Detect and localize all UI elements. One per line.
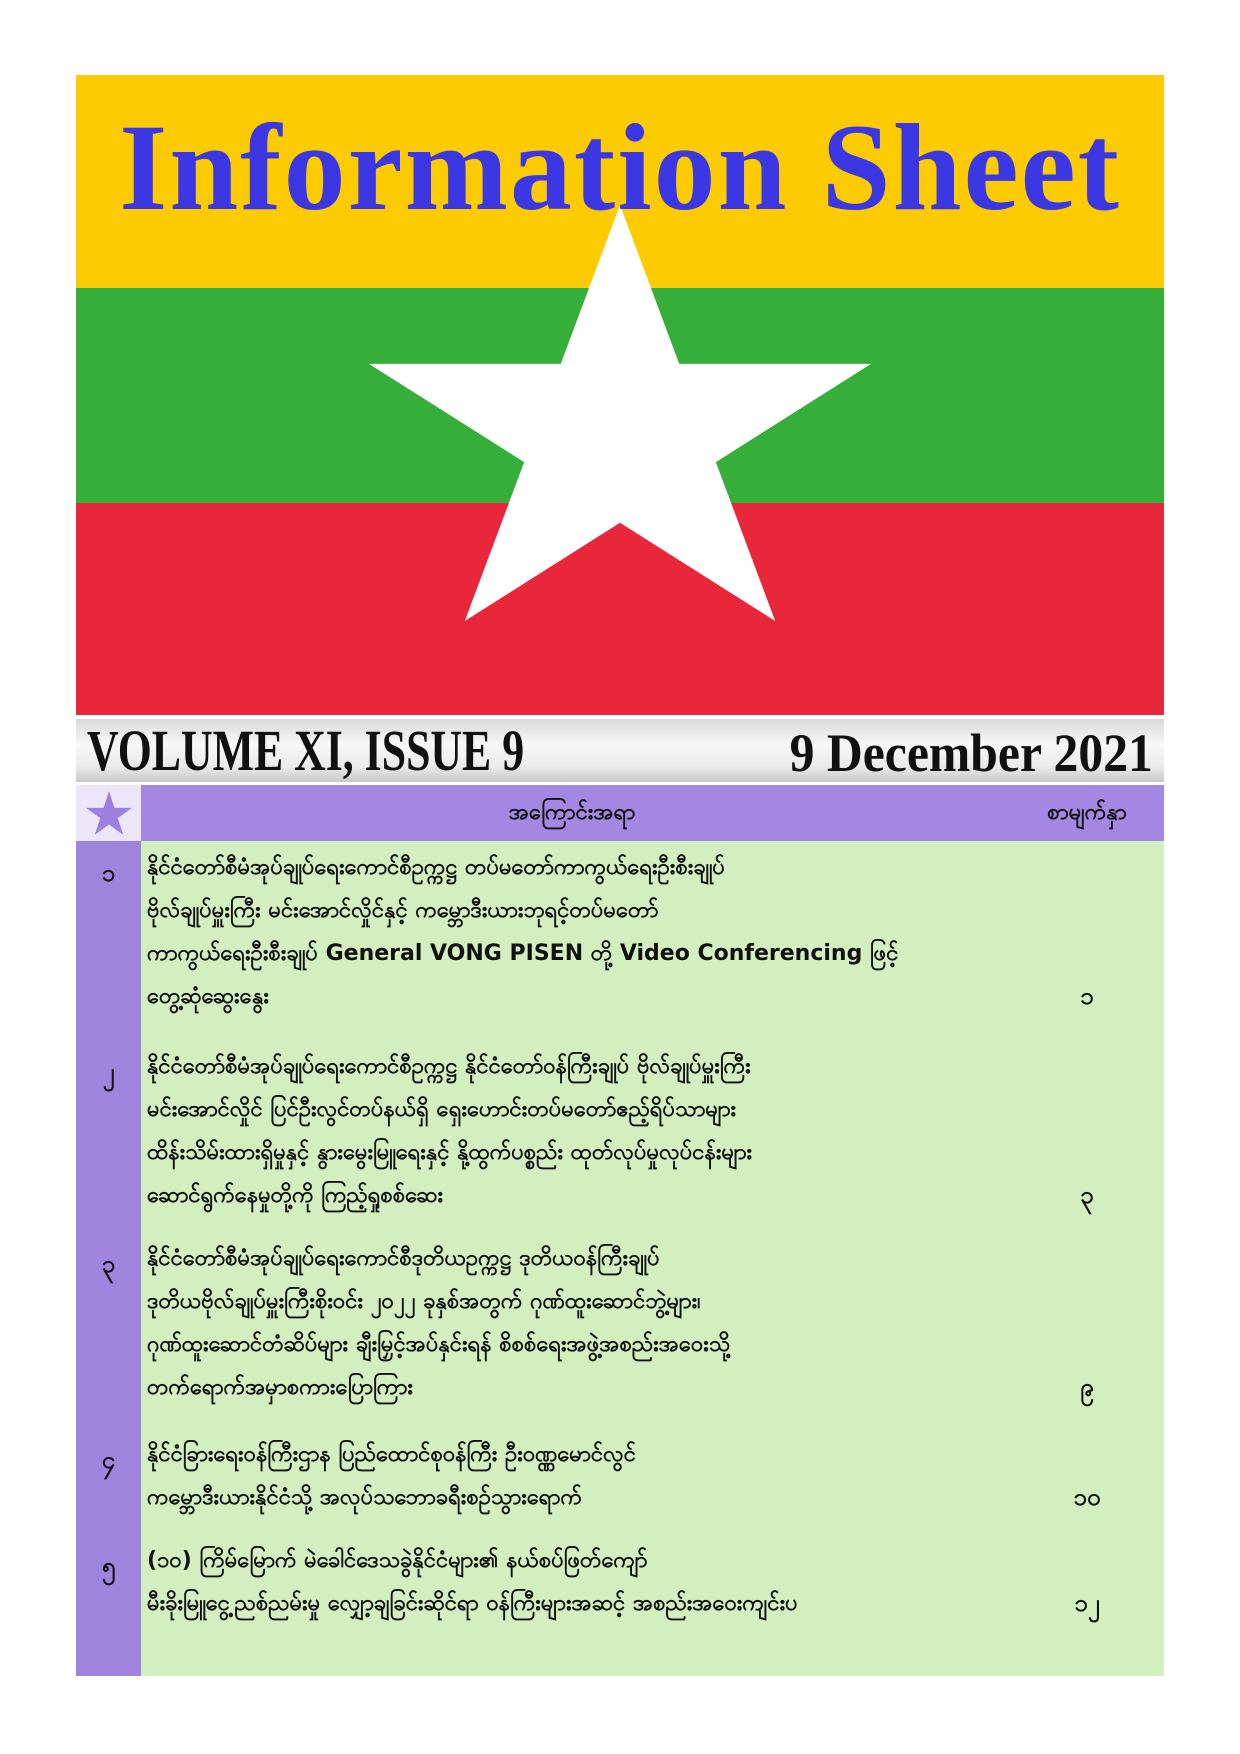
row-title: [147, 1045, 1027, 1217]
row-title-line: မင်းအောင်လှိုင် ပြင်ဦးလွင်တပ်နယ်ရှိ ရှေးဟောင်းတပ်မတော်ဧည့်ရိပ်သာများ: [147, 1097, 737, 1122]
row-title-line: ဂုဏ်ထူးဆောင်တံဆိပ်များ ချီးမြှင့်အပ်နှင်းရန် စိစစ်ရေးအဖွဲ့အစည်းအဝေးသို့: [147, 1332, 731, 1357]
star-icon: [86, 791, 132, 835]
row-page-number: ၁၀: [1073, 1483, 1101, 1511]
row-number: ၅: [101, 1552, 116, 1580]
toc-column-header-page: စာမျက်နှာ: [1047, 800, 1127, 825]
row-title-line: ကာကွယ်ရေးဦးစီးချုပ် General VONG PISEN တို့ Video Conferencing ဖြင့်: [147, 941, 899, 966]
issue-date: 9 December 2021: [789, 723, 1153, 782]
row-title-line: (၁၀) ကြိမ်မြောက် မဲခေါင်ဒေသခွဲနိုင်ငံများ၏ နယ်စပ်ဖြတ်ကျော်: [147, 1548, 648, 1573]
row-number: ၄: [101, 1446, 116, 1474]
row-title-line: တက်ရောက်အမှာစကားပြောကြား: [147, 1375, 413, 1400]
volume-issue-label: VOLUME XI, ISSUE 9: [87, 719, 525, 782]
toc-row: [76, 1539, 1164, 1625]
toc-row: [76, 1237, 1164, 1409]
row-title-line: နိုင်ငံတော်စီမံအုပ်ချုပ်ရေးကောင်စီဥက္ကဋ္ဌ တပ်မတော်ကာကွယ်ရေးဦးစီးချုပ်: [147, 855, 725, 880]
toc-header: [76, 785, 1164, 841]
row-title: [147, 1433, 1027, 1519]
toc-row: [76, 846, 1164, 1018]
row-page-number: ၃: [1080, 1181, 1094, 1209]
star-icon: [369, 205, 871, 621]
row-title-line: နိုင်ငံခြားရေးဝန်ကြီးဌာန ပြည်ထောင်စုဝန်ကြီး ဦးဝဏ္ဏမောင်လွင်: [147, 1442, 636, 1467]
row-number: ၃: [101, 1250, 116, 1278]
row-page-number: ၉: [1080, 1373, 1094, 1401]
toc-star-cell: [76, 785, 141, 841]
row-number: ၂: [102, 1058, 115, 1086]
row-title: [147, 846, 1027, 1018]
row-title: [147, 1539, 1027, 1625]
row-title-line: တွေ့ဆုံဆွေးနွေး: [147, 984, 269, 1009]
page-title: Information Sheet: [119, 99, 1121, 236]
row-title-line: မီးခိုးမြူငွေ့ညစ်ညမ်းမှု လျှော့ချခြင်းဆိုင်ရာ ဝန်ကြီးများအဆင့် အစည်းအဝေးကျင်းပ: [147, 1591, 798, 1616]
row-page-number: ၁၂: [1074, 1589, 1100, 1617]
toc-body: [76, 841, 1164, 1676]
toc-row: [76, 1045, 1164, 1217]
row-title-line: ဒုတိယဗိုလ်ချုပ်မှူးကြီးစိုးဝင်း ၂၀၂၂ ခုနှစ်အတွက် ဂုဏ်ထူးဆောင်ဘွဲ့များ၊: [147, 1289, 701, 1314]
row-number: ၁: [101, 859, 116, 887]
row-title-line: နိုင်ငံတော်စီမံအုပ်ချုပ်ရေးကောင်စီဥက္ကဋ္ဌ နိုင်ငံတော်ဝန်ကြီးချုပ် ဗိုလ်ချုပ်မှူးကြီး: [147, 1054, 751, 1079]
row-title-line: ဆောင်ရွက်နေမှုတို့ကို ကြည့်ရှုစစ်ဆေး: [147, 1183, 444, 1208]
row-title-line: ကမ္ဘောဒီးယားနိုင်ငံသို့ အလုပ်သဘောခရီးစဉ်သွားရောက်: [147, 1485, 583, 1510]
row-page-number: ၁: [1080, 982, 1094, 1010]
issue-bar: [76, 719, 1164, 782]
row-title-line: ဗိုလ်ချုပ်မှူးကြီး မင်းအောင်လှိုင်နှင့် ကမ္ဘောဒီးယားဘုရင့်တပ်မတော်: [147, 898, 659, 923]
row-title-line: နိုင်ငံတော်စီမံအုပ်ချုပ်ရေးကောင်စီဒုတိယဥက္ကဋ္ဌ ဒုတိယဝန်ကြီးချုပ်: [147, 1246, 660, 1271]
row-title: [147, 1237, 1027, 1409]
toc-row: [76, 1433, 1164, 1519]
row-title-line: ထိန်းသိမ်းထားရှိမှုနှင့် နွားမွေးမြူရေးနှင့် နို့ထွက်ပစ္စည်း ထုတ်လုပ်မှုလုပ်ငန်းများ: [147, 1140, 753, 1165]
flag-banner: [76, 75, 1164, 715]
toc-column-header-content: အကြောင်းအရာ: [508, 800, 636, 825]
